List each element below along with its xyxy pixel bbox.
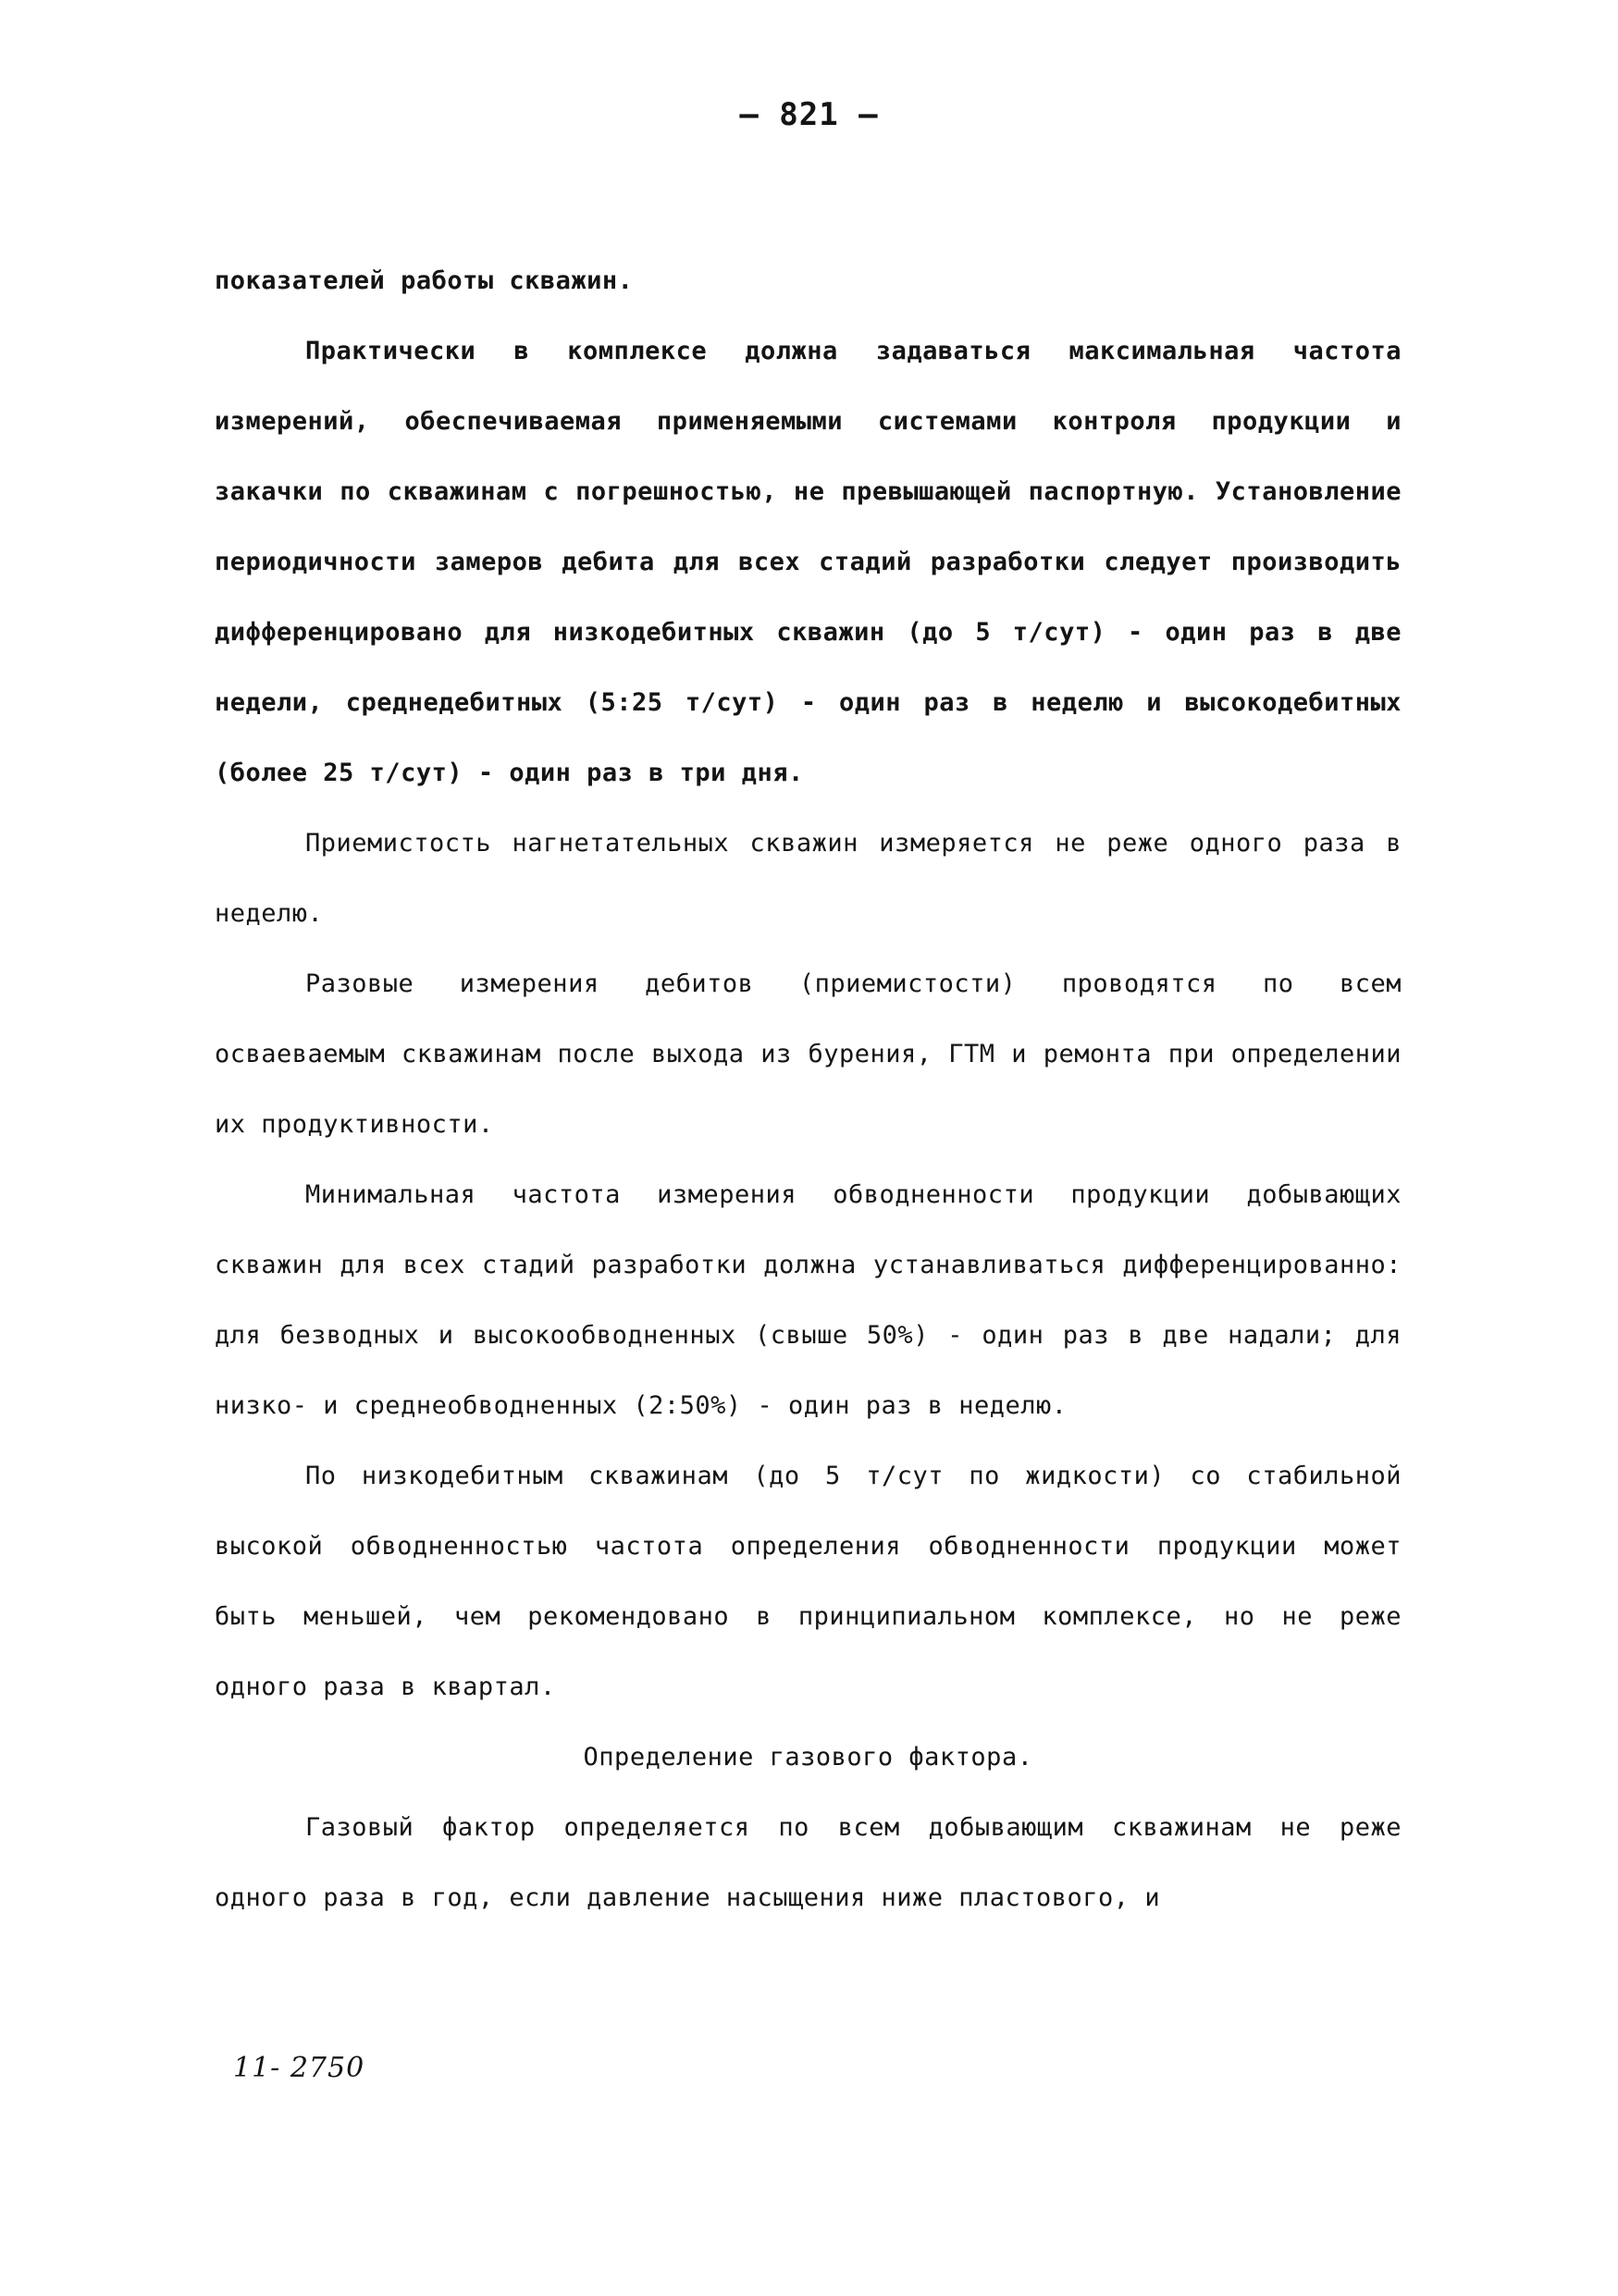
body-text xyxy=(215,246,1402,1933)
paragraph-gas-factor: Газовый фактор определяется по всем добывающим скважинам не реже одного раза в год, если давление насыщения ниже пластового, и xyxy=(215,1813,1402,1912)
handwritten-footer-note: 11- 2750 xyxy=(233,2052,365,2084)
page-number: — 821 — xyxy=(739,96,879,133)
paragraph-injectivity: Приемистость нагнетательных скважин измеряется не реже одного раза в неделю. xyxy=(215,829,1402,928)
paragraph-water-cut-frequency: Минимальная частота измерения обводненности продукции добывающих скважин для всех стадий разработки должна устанавливаться дифференцированно: для безводных и высокообводненных (свыше 50%) - один раз в две надали; для низко- и среднеобводненных (2:50%) - один раз в неделю. xyxy=(215,1180,1402,1420)
paragraph-low-rate-wells: По низкодебитным скважинам (до 5 т/сут по жидкости) со стабильной высокой обводненностью частота определения обводненности продукции может быть меньшей, чем рекомендовано в принципиальном комплексе, но не реже одного раза в квартал. xyxy=(215,1462,1402,1701)
paragraph-one-time-measurements: Разовые измерения дебитов (приемистости) проводятся по всем осваеваемым скважинам после выхода из бурения, ГТМ и ремонта при определении их продуктивности. xyxy=(215,969,1402,1139)
paragraph-measurement-frequency: Практически в комплексе должна задаваться максимальная частота измерений, обеспечиваемая применяемыми системами контроля продукции и закачки по скважинам с погрешностью, не превышающей паспортную. Установление периодичности замеров дебита для всех стадий разработки следует производить дифференцировано для низкодебитных скважин (до 5 т/сут) - один раз в две недели, среднедебитных (5:25 т/сут) - один раз в неделю и высокодебитных (более 25 т/сут) - один раз в три дня. xyxy=(215,337,1402,787)
paragraph-continuation: показателей работы скважин. xyxy=(215,266,634,295)
section-heading: Определение газового фактора. xyxy=(583,1743,1033,1771)
